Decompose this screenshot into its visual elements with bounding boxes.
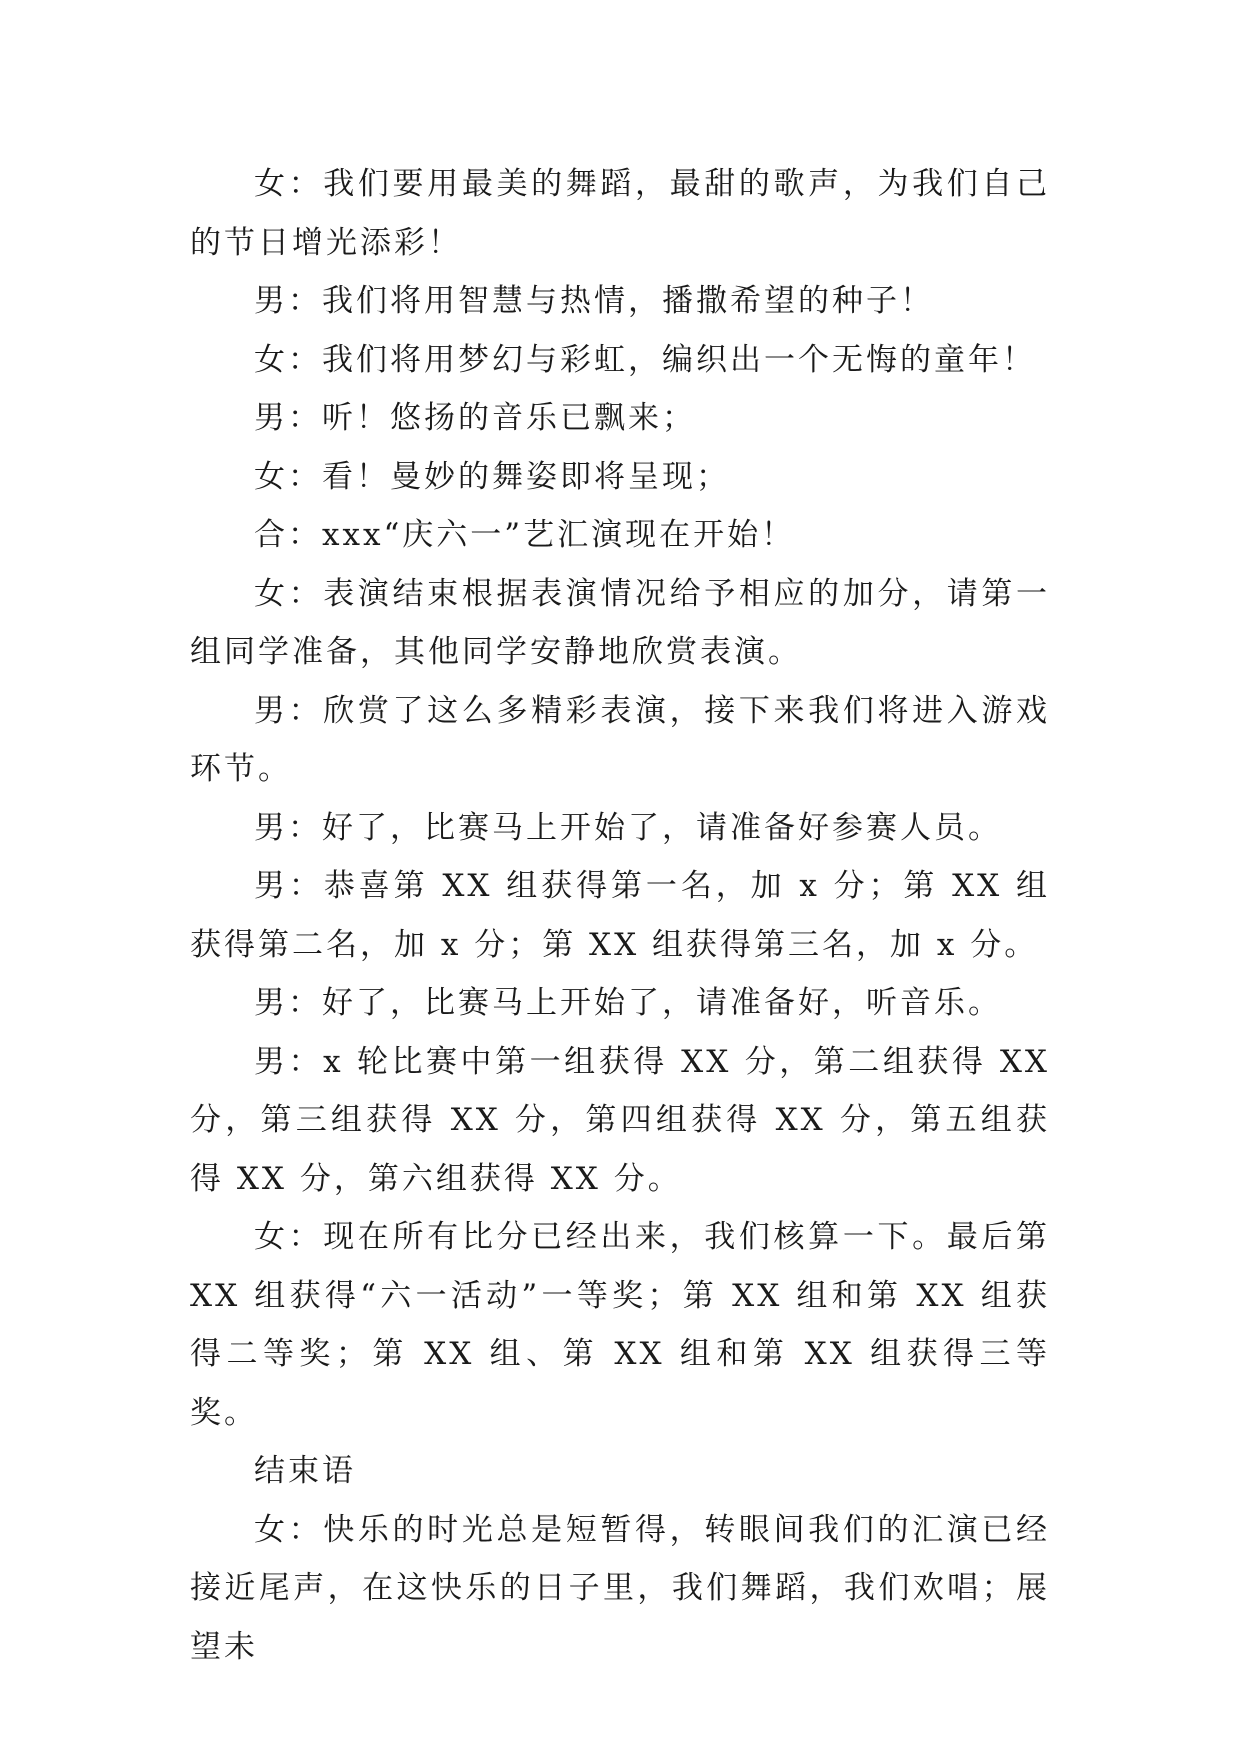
paragraph: 男：欣赏了这么多精彩表演，接下来我们将进入游戏环节。 — [190, 692, 1050, 787]
paragraph: 男：好了，比赛马上开始了，请准备好参赛人员。 — [254, 809, 1002, 846]
paragraph: 合：xxx“庆六一”艺汇演现在开始！ — [254, 517, 796, 553]
paragraph: 男：恭喜第 XX 组获得第一名，加 x 分；第 XX 组获得第二名，加 x 分；第 XX 组获得第三名，加 x 分。 — [190, 868, 1050, 963]
paragraph: 女：我们将用梦幻与彩虹，编织出一个无悔的童年！ — [254, 341, 1036, 378]
paragraph: 男：听！悠扬的音乐已飘来； — [254, 400, 696, 436]
paragraph: 女：我们要用最美的舞蹈，最甜的歌声，为我们自己的节日增光添彩！ — [190, 166, 1050, 261]
document-body — [190, 155, 1050, 1676]
paragraph: 男：好了，比赛马上开始了，请准备好，听音乐。 — [254, 985, 1002, 1021]
paragraph: 女：表演结束根据表演情况给予相应的加分，请第一组同学准备，其他同学安静地欣赏表演。 — [190, 575, 1050, 670]
paragraph: 女：快乐的时光总是短暂得，转眼间我们的汇演已经接近尾声，在这快乐的日子里，我们舞蹈，我们欢唱；展望未 — [190, 1511, 1050, 1665]
paragraph: 男：我们将用智慧与热情，播撒希望的种子！ — [254, 283, 934, 319]
paragraph: 女：看！曼妙的舞姿即将呈现； — [254, 458, 730, 495]
paragraph: 女：现在所有比分已经出来，我们核算一下。最后第 XX 组获得“六一活动”一等奖；第 XX 组和第 XX 组获得二等奖；第 XX 组、第 XX 组和第 XX 组获得三等奖。 — [190, 1219, 1050, 1431]
section-heading: 结束语 — [254, 1453, 356, 1489]
paragraph: 男：x 轮比赛中第一组获得 XX 分，第二组获得 XX 分，第三组获得 XX 分，第四组获得 XX 分，第五组获得 XX 分，第六组获得 XX 分。 — [190, 1043, 1050, 1197]
